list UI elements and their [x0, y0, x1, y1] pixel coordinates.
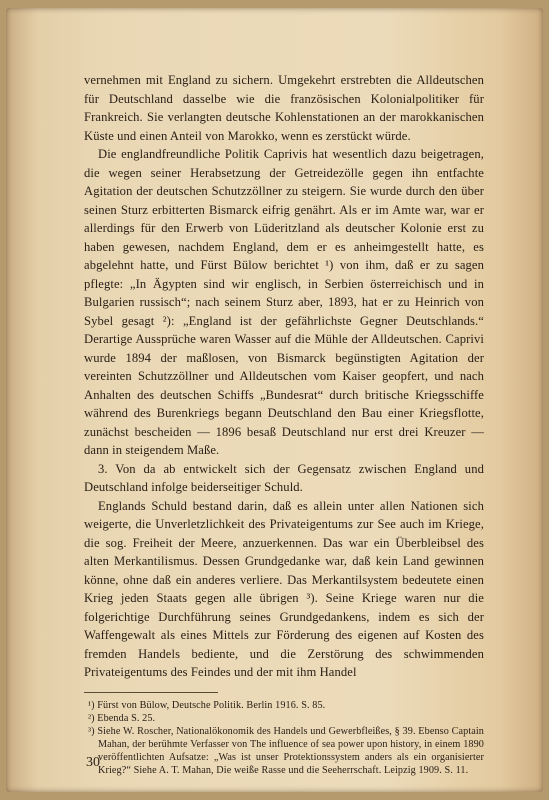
page-number: 30	[86, 755, 100, 770]
footnote-2: ²) Ebenda S. 25.	[88, 712, 156, 724]
paragraph-2: Die englandfreundliche Politik Caprivis hat wesentlich dazu beigetragen, die wegen seiner Herabsetzung der Getreidezölle gegen ihn entfachte Agitation der deutschen Schutzzöllner zu steigern. Sie wurde durch den über seinen Sturz erbitterten Bismarck eifrig genährt. Als er im Amte war, war er allerdings für den Erwerb von Lüderitzland als deutscher Kolonie erst zu haben gewesen, nachdem England, dem er es anheimgestellt hatte, es abgelehnt hatte, und Fürst Bülow berichtet ¹) von ihm, daß er zu sagen pflegte: „In Ägypten sind wir englisch, in Serbien österreichisch und in Bulgarien russisch“; nach seinem Sturz aber, 1893, hat er zu Heinrich von Sybel gesagt ²): „England ist der gefährlichste Gegner Deutschlands.“ Derartige Aussprüche waren Wasser auf die Mühle der Alldeutschen. Caprivi wurde 1894 der maßlosen, von Bismarck begünstigten Agitation der vereinten Schutzzöllner und Alldeutschen vom Kaiser geopfert, und nach Anhalten des deutschen Schiffs „Bundesrat“ durch britische Kriegsschiffe während des Burenkriegs begann Deutschland den Bau einer Kriegsflotte, zunächst bescheiden — 1896 besaß Deutschland nur erst drei Kreuzer — dann in steigendem Maße.	[84, 147, 484, 457]
paragraph-4: Englands Schuld bestand darin, daß es allein unter allen Nationen sich weigerte, die Unverletzlichkeit des Privateigentums zur See auch im Kriege, die sog. Freiheit der Meere, anzuerkennen. Das war ein Überbleibsel des alten Merkantilismus. Dessen Grundgedanke war, daß kein Land gewinnen könne, ohne daß ein anderes verliere. Das Merkantilsystem bedeutete einen Krieg jeden Staats gegen alle übrigen ³). Seine Kriege waren nur die folgerichtige Durchführung seines Grundgedankens, indem es sich der Waffengewalt als eines Mittels zur Förderung des eigenen auf Kosten des fremden Handels bediente, und die Zerstörung des schwimmenden Privateigentums des Feindes und der mit ihm Handel	[84, 498, 484, 679]
footnote-3: ³) Siehe W. Roscher, Nationalökonomik des Handels und Gewerbfleißes, § 39. Ebenso Captain Mahan, der berühmte Verfasser von The influence of sea power upon history, in einem 1890 veröffentlichten Aufsatze: „Was ist unser Protektionssystem anders als ein organisierter Krieg?“ Siehe A. T. Mahan, Die weiße Rasse und die Seeherrschaft. Leipzig 1909. S. 11.	[88, 725, 484, 776]
paragraph-1: vernehmen mit England zu sichern. Umgekehrt erstrebten die Alldeutschen für Deutschland dasselbe wie die französischen Kolonialpolitiker für Frankreich. Sie verlangten deutsche Kohlenstationen an der marokkanischen Küste und einen Anteil von Marokko, wenn es zerstückt würde.	[84, 73, 484, 143]
footnote-1: ¹) Fürst von Bülow, Deutsche Politik. Berlin 1916. S. 85.	[88, 699, 326, 711]
page-text	[84, 71, 484, 777]
paragraph-3: 3. Von da ab entwickelt sich der Gegensatz zwischen England und Deutschland infolge beiderseitiger Schuld.	[84, 461, 484, 494]
footnotes	[84, 699, 484, 777]
footnote-divider	[84, 692, 218, 693]
